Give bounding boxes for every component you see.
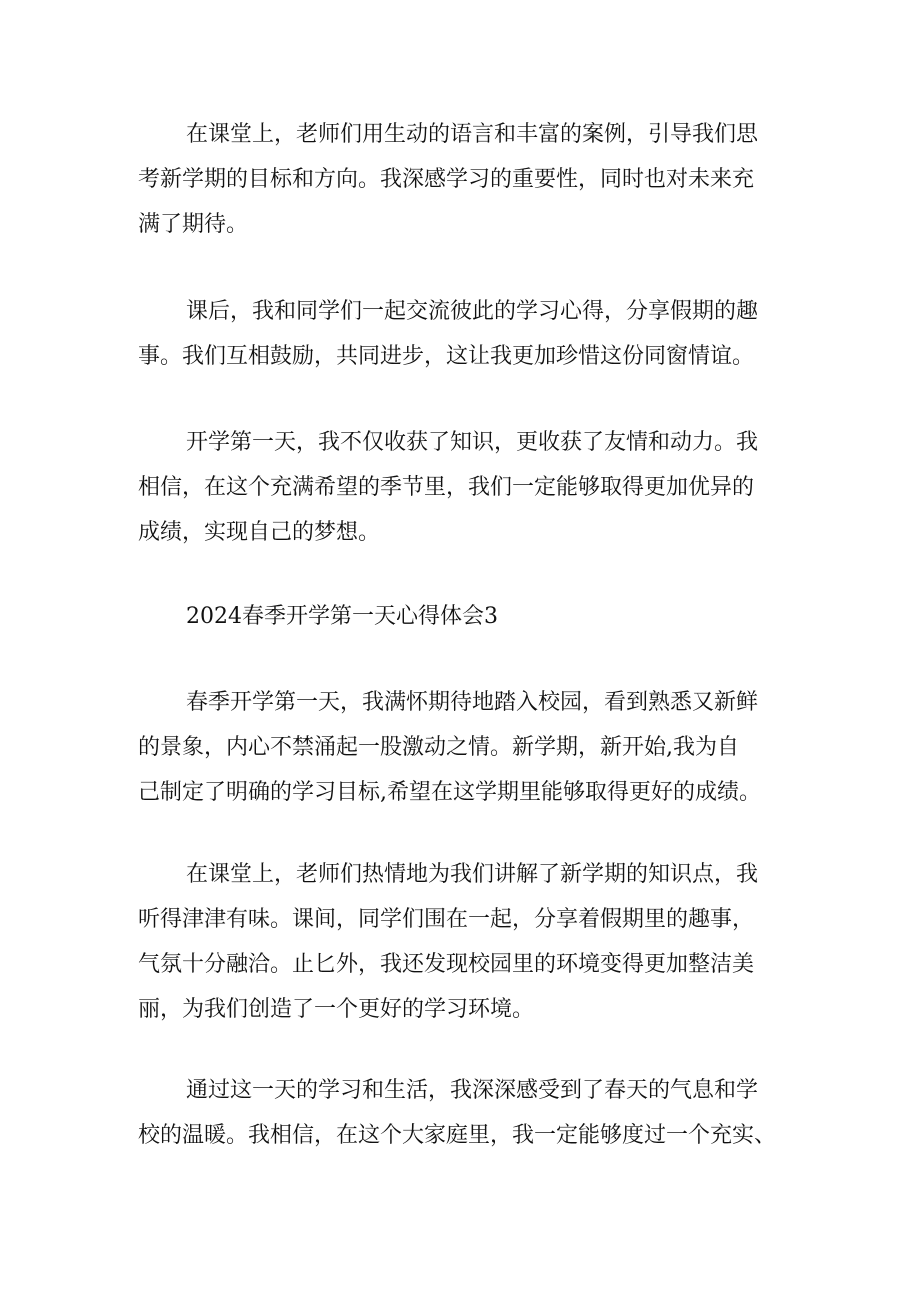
text-line: 在课堂上，老师们用生动的语言和丰富的案例，引导我们思 xyxy=(186,122,759,147)
text-line: 的景象，内心不禁涌起一股激动之情。新学期，新开始,我为自 xyxy=(138,735,739,760)
paragraph-spring-start xyxy=(138,680,798,815)
paragraph-classroom xyxy=(138,112,798,247)
text-line: 满了期待。 xyxy=(138,212,249,237)
text-line: 己制定了明确的学习目标,希望在这学期里能够取得更好的成绩。 xyxy=(138,780,761,805)
text-line: 丽，为我们创造了一个更好的学习环境。 xyxy=(138,997,535,1022)
text-line: 考新学期的目标和方向。我深感学习的重要性，同时也对未来充 xyxy=(138,167,755,192)
text-line: 开学第一天，我不仅收获了知识，更收获了友情和动力。我 xyxy=(186,430,759,455)
text-line: 春季开学第一天，我满怀期待地踏入校园，看到熟悉又新鲜 xyxy=(186,690,759,715)
text-line: 成绩，实现自己的梦想。 xyxy=(138,520,381,545)
text-line: 通过这一天的学习和生活，我深深感受到了春天的气息和学 xyxy=(186,1078,759,1103)
paragraph-classroom-2 xyxy=(138,852,798,1032)
text-line: 气氛十分融洽。止匕外，我还发现校园里的环境变得更加整洁美 xyxy=(138,952,755,977)
text-line: 课后，我和同学们一起交流彼此的学习心得，分享假期的趣 xyxy=(186,299,759,324)
paragraph-conclusion xyxy=(138,1068,798,1158)
paragraph-first-day xyxy=(138,420,798,555)
text-line: 事。我们互相鼓励，共同进步，这让我更加珍惜这份同窗情谊。 xyxy=(138,344,755,369)
paragraph-after-class xyxy=(138,289,798,379)
text-line: 相信，在这个充满希望的季节里，我们一定能够取得更加优异的 xyxy=(138,475,755,500)
section-title: 2024春季开学第一天心得体会3 xyxy=(186,604,498,629)
section-heading xyxy=(138,594,798,639)
text-line: 校的温暖。我相信，在这个大家庭里，我一定能够度过一个充实、 xyxy=(138,1123,777,1148)
text-line: 在课堂上，老师们热情地为我们讲解了新学期的知识点，我 xyxy=(186,862,759,887)
text-line: 听得津津有味。课间，同学们围在一起，分享着假期里的趣事， xyxy=(138,907,755,932)
